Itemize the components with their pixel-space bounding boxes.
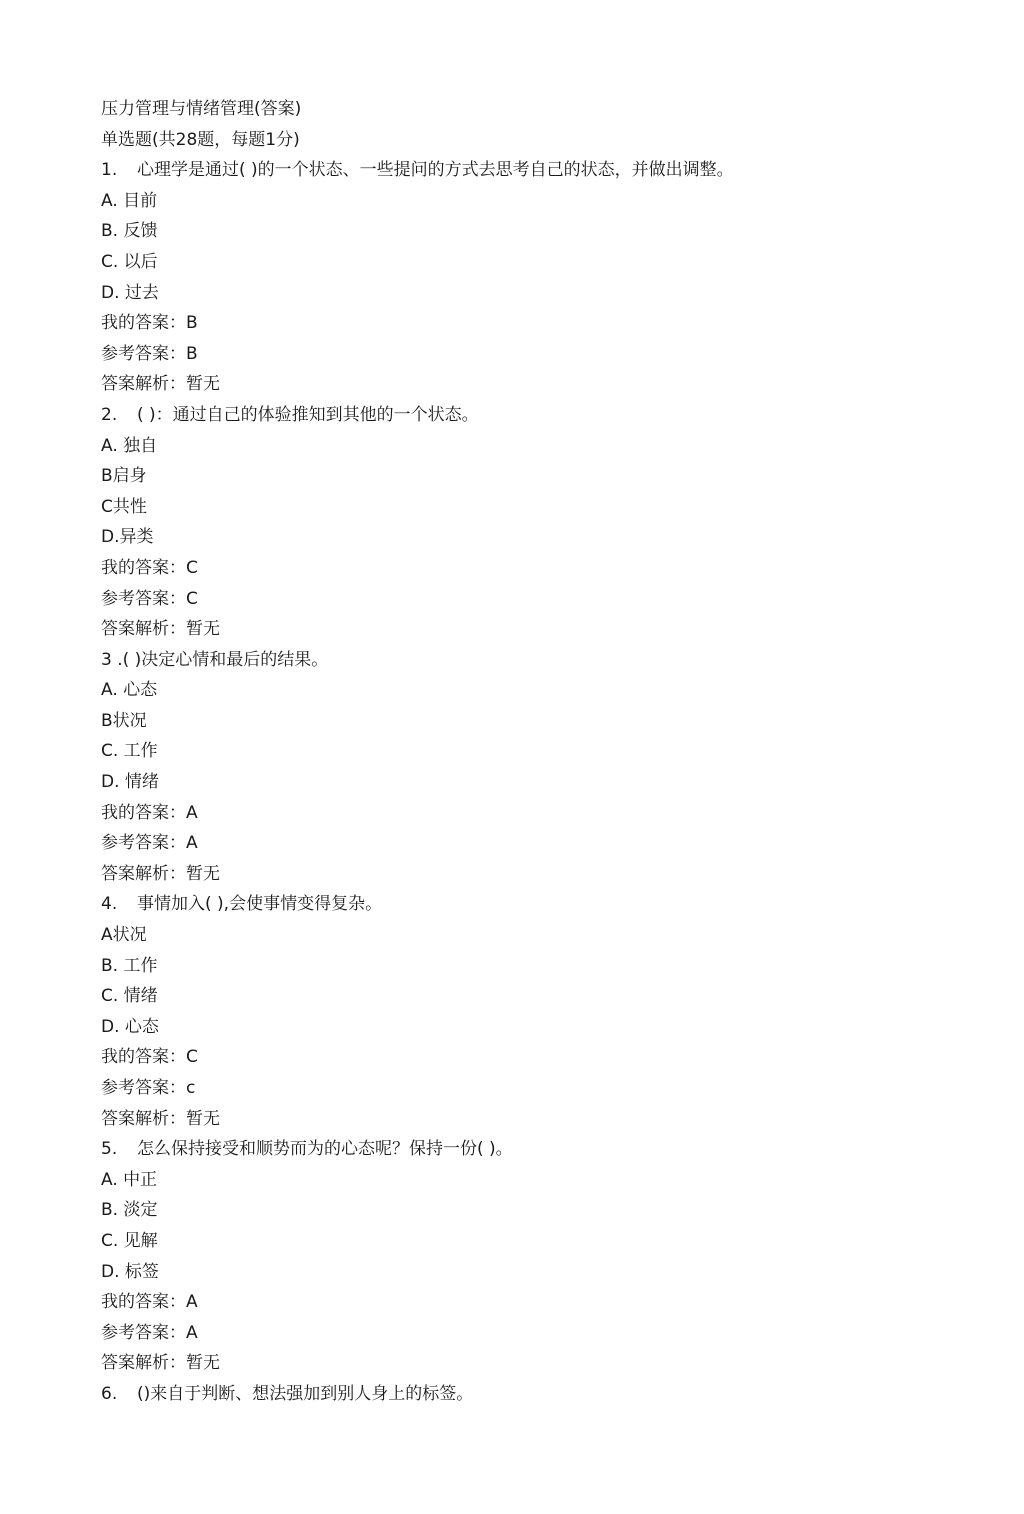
reference-answer: 参考答案：A [101,1322,198,1343]
reference-answer: 参考答案：B [101,343,198,364]
question-stem [101,1134,961,1165]
my-answer: 我的答案：C [101,557,198,578]
option-b: B启身 [101,466,147,487]
option-a: A. 中正 [101,1169,158,1190]
answer-analysis: 答案解析：暂无 [101,863,220,884]
question-text: 怎么保持接受和顺势而为的心态呢？保持一份( )。 [137,1139,513,1160]
option-b: B状况 [101,710,147,731]
answer-analysis: 答案解析：暂无 [101,1108,220,1129]
question-number: 2. [101,404,118,425]
option-a: A. 独自 [101,435,158,456]
reference-answer: 参考答案：A [101,833,198,854]
option-b: B. 淡定 [101,1200,158,1221]
document-page [101,94,961,1410]
reference-answer: 参考答案：c [101,1078,196,1098]
question-4 [101,889,961,1134]
question-stem [101,400,961,431]
my-answer: 我的答案：A [101,802,198,823]
question-stem [101,1379,961,1410]
question-text: 心理学是通过( )的一个状态、一些提问的方式去思考自己的状态，并做出调整。 [137,160,734,181]
option-a: A. 目前 [101,190,158,211]
question-number: 6. [101,1383,118,1404]
answer-analysis: 答案解析：暂无 [101,619,220,640]
question-stem [101,889,961,920]
my-answer: 我的答案：C [101,1047,198,1068]
question-5 [101,1134,961,1379]
option-d: D. 心态 [101,1016,159,1037]
question-number: 1. [101,160,118,181]
question-number: 5. [101,1139,118,1160]
question-3 [101,645,961,890]
option-a: A. 心态 [101,680,158,701]
option-d: D.异类 [101,527,154,548]
option-c: C. 工作 [101,741,158,762]
question-text: 事情加入( ),会使事情变得复杂。 [137,894,383,915]
document-title: 压力管理与情绪管理(答案) [101,99,302,119]
question-1 [101,155,961,400]
option-a: A状况 [101,925,147,946]
question-text: ()来自于判断、想法强加到别人身上的标签。 [137,1383,474,1404]
option-b: B. 工作 [101,955,158,976]
option-c: C. 见解 [101,1230,158,1251]
question-number: 4. [101,894,118,915]
question-6 [101,1379,961,1410]
option-c: C. 情绪 [101,986,158,1007]
question-text: ( )：通过自己的体验推知到其他的一个状态。 [137,404,479,425]
my-answer: 我的答案：A [101,1292,198,1313]
option-c: C共性 [101,496,147,517]
question-text: ( )决定心情和最后的结果。 [122,649,329,670]
option-d: D. 标签 [101,1261,159,1282]
question-stem [101,155,961,186]
answer-analysis: 答案解析：暂无 [101,374,220,395]
question-number: 3 . [101,649,123,670]
question-2 [101,400,961,645]
option-b: B. 反馈 [101,221,158,242]
reference-answer: 参考答案：C [101,588,198,609]
answer-analysis: 答案解析：暂无 [101,1353,220,1374]
option-c: C. 以后 [101,251,158,272]
option-d: D. 情绪 [101,772,159,793]
option-d: D. 过去 [101,282,159,303]
question-stem [101,645,961,676]
my-answer: 我的答案：B [101,313,198,334]
section-heading: 单选题(共28题，每题1分) [101,129,300,150]
